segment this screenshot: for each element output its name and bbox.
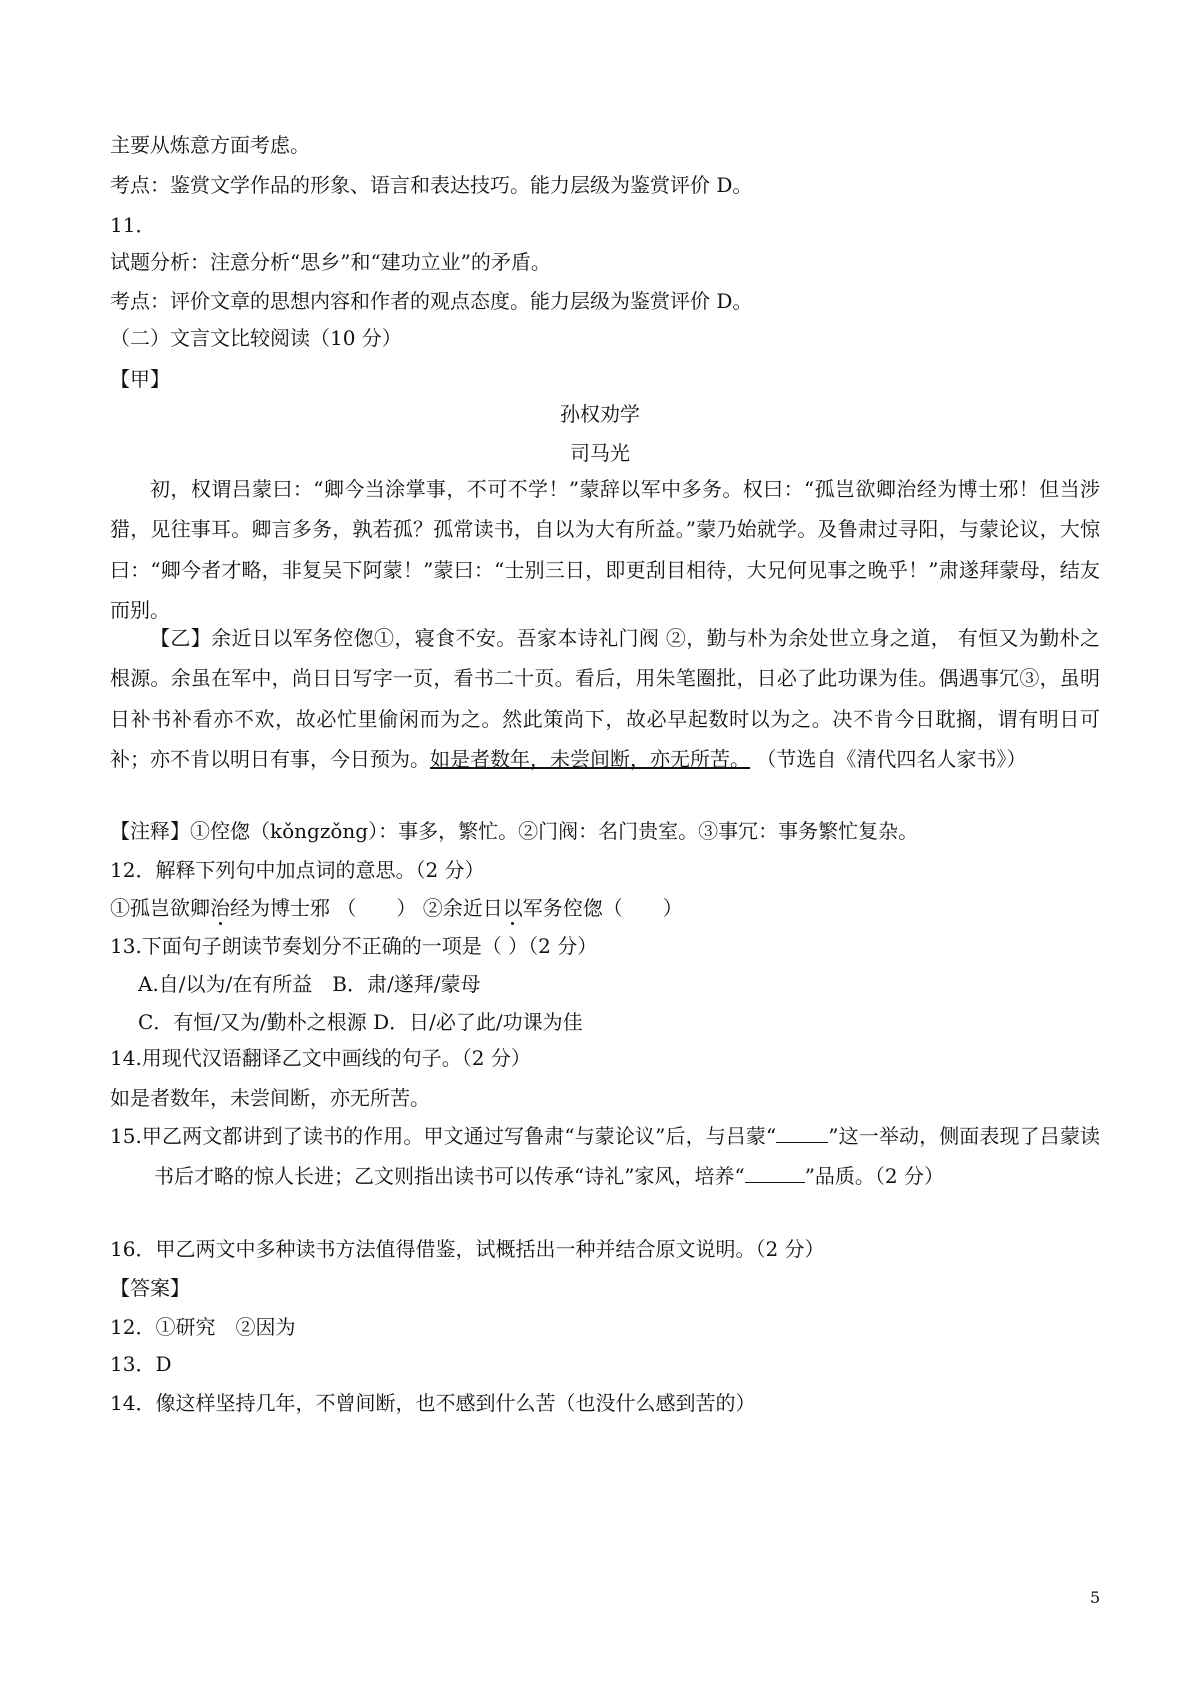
yi-source: （节选自《清代四名人家书》） [750,747,1027,772]
yi-passage [110,618,1100,780]
kaodian-line-10: 考点：鉴赏文学作品的形象、语言和表达技巧。能力层级为鉴赏评价 D。 [110,173,753,197]
answer-13: 13．D [110,1352,172,1376]
analysis-line-1: 主要从炼意方面考虑。 [110,133,310,157]
analysis-line-11: 试题分析：注意分析“思乡”和“建功立业”的矛盾。 [110,250,551,274]
annotation-note: 【注释】①倥偬（kǒngzǒng）：事多，繁忙。②门阀：名门贵室。③事冗：事务繁忙复杂。 [110,819,919,843]
answer-12: 12．①研究 ②因为 [110,1315,296,1339]
question-14: 14.用现代汉语翻译乙文中画线的句子。（2 分） [110,1046,531,1070]
q12-item1-dotted-word: 治 [210,896,230,920]
yi-passage-main: 【乙】余近日以军务倥偬①，寝食不安。吾家本诗礼门阀 ②，勤与朴为余处世立身之道， 有恒又为勤朴之根源。余虽在军中，尚日日写字一页，看书二十页。看后，用朱笔圈批，日必了此功课为佳。偶遇事冗③，虽明日补书补看亦不欢，故必忙里偷闲而为之。然此策尚下，故必早起数时以为之。决不肯今日耽搁，谓有明日可补；亦不肯以明日有事，今日预为。 [110,626,1100,772]
passage-author: 司马光 [570,441,630,465]
q12-item1-rest: 经为博士邪 （ ） [230,896,423,920]
jia-passage: 初，权谓吕蒙曰：“卿今当涂掌事，不可不学！”蒙辞以军中多务。权曰：“孤岂欲卿治经为博士邪！但当涉猎，见往事耳。卿言多务，孰若孤？孤常读书，自以为大有所益。”蒙乃始就学。及鲁肃过寻阳，与蒙论议，大惊曰：“卿今者才略，非复吴下阿蒙！”蒙曰：“士别三日，即更刮目相待，大兄何见事之晚乎！”肃遂拜蒙母，结友而别。 [110,477,1100,623]
question-14-sentence: 如是者数年，未尝间断，亦无所苦。 [110,1086,430,1110]
q15-text-3: ”品质。（2 分） [804,1164,944,1189]
section-heading: （二）文言文比较阅读（10 分） [110,326,402,350]
question-16: 16．甲乙两文中多种读书方法值得借鉴，试概括出一种并结合原文说明。（2 分） [110,1237,825,1261]
answer-label: 【答案】 [110,1276,190,1300]
jia-label: 【甲】 [110,367,170,391]
page-number: 5 [1090,1588,1101,1607]
answer-14: 14．像这样坚持几年，不曾间断，也不感到什么苦（也没什么感到苦的） [110,1391,756,1415]
q15-text-2: ”这一举动，侧面表现了吕蒙读书后才略的惊人长进；乙文则指出读书可以传承“诗礼”家风，培养“ [154,1124,1100,1189]
question-13: 13.下面句子朗读节奏划分不正确的一项是（ ）（2 分） [110,934,598,958]
q15-blank-2[interactable] [745,1164,805,1183]
question-13-options-cd: C．有恒/又为/勤朴之根源 D．日/必了此/功课为佳 [138,1010,583,1034]
kaodian-line-11: 考点：评价文章的思想内容和作者的观点态度。能力层级为鉴赏评价 D。 [110,289,753,313]
question-12: 12．解释下列句中加点词的意思。（2 分） [110,858,485,882]
q15-text-1: 15.甲乙两文都讲到了读书的作用。甲文通过写鲁肃“与蒙论议”后，与吕蒙“ [110,1124,777,1148]
question-11-number: 11． [110,213,156,237]
yi-underlined-sentence: 如是者数年，未尝间断，亦无所苦。 [430,747,750,772]
question-15 [110,1116,1100,1197]
q12-item2-text: ②余近日 [422,896,503,920]
passage-title: 孙权劝学 [560,402,640,426]
q12-item2-rest: 军务倥偬（ ） [522,896,683,920]
q12-item1-text: ①孤岂欲卿 [110,896,210,920]
question-12-items [110,895,683,921]
q15-blank-1[interactable] [776,1124,828,1143]
q12-item2-dotted-word: 以 [502,896,523,920]
question-13-options-ab: A.自/以为/在有所益 B．肃/遂拜/蒙母 [138,972,481,996]
